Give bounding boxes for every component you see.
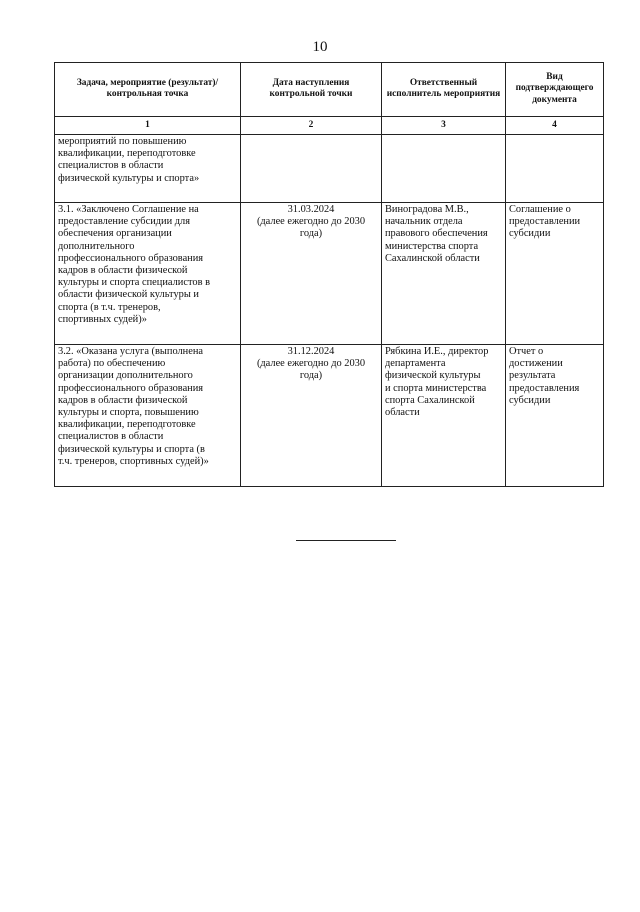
- header-date: Дата наступления контрольной точки: [241, 63, 382, 117]
- responsible-text: Рябкина И.Е., директор департамента физической культуры и спорта министерства спорта Сахалинской области: [385, 346, 489, 419]
- table-row: [55, 203, 604, 345]
- column-number: 3: [382, 117, 506, 135]
- responsible-cell: [382, 203, 506, 345]
- task-text: 3.1. «Заключено Соглашение на предоставление субсидии для обеспечения организации дополнительного профессионального образования кадров в области физической культуры и спорта специалистов в области физической культуры и спорта (в т.ч. тренеров, спортивных судей)»: [58, 204, 210, 325]
- document-text: Отчет о достижении результата предоставления субсидии: [509, 346, 580, 406]
- date-cell: [241, 135, 382, 203]
- header-document: Вид подтверждающего документа: [506, 63, 604, 117]
- document-cell: [506, 345, 604, 487]
- task-cell: [55, 135, 241, 203]
- document-cell: [506, 203, 604, 345]
- date-text: 31.12.2024 (далее ежегодно до 2030 года): [256, 346, 366, 382]
- task-cell: [55, 345, 241, 487]
- column-number: 4: [506, 117, 604, 135]
- task-text: мероприятий по повышению квалификации, переподготовке специалистов в области физической культуры и спорта»: [58, 136, 200, 184]
- table-row: [55, 345, 604, 487]
- table-row: [55, 135, 604, 203]
- header-responsible: Ответственный исполнитель мероприятия: [382, 63, 506, 117]
- document-text: Соглашение о предоставлении субсидии: [509, 204, 581, 240]
- responsible-text: Виноградова М.В., начальник отдела правового обеспечения министерства спорта Сахалинской области: [385, 204, 488, 264]
- task-text: 3.2. «Оказана услуга (выполнена работа) по обеспечению организации дополнительного профессионального образования кадров в области физической культуры и спорта, повышению квалификации, переподготовке специалистов в области физической культуры и спорта (в т.ч. тренеров, спортивных судей)»: [58, 346, 209, 467]
- date-cell: [241, 203, 382, 345]
- column-number: 2: [241, 117, 382, 135]
- date-text: 31.03.2024 (далее ежегодно до 2030 года): [256, 204, 366, 240]
- document-cell: [506, 135, 604, 203]
- page-number: 10: [312, 39, 328, 55]
- column-number: 1: [55, 117, 241, 135]
- date-cell: [241, 345, 382, 487]
- table-header-row: [55, 63, 604, 117]
- responsible-cell: [382, 135, 506, 203]
- control-points-table: [54, 62, 604, 487]
- column-number-row: [55, 117, 604, 135]
- end-of-document-rule: [296, 540, 396, 541]
- task-cell: [55, 203, 241, 345]
- responsible-cell: [382, 345, 506, 487]
- header-task: Задача, мероприятие (результат)/контрольная точка: [55, 63, 241, 117]
